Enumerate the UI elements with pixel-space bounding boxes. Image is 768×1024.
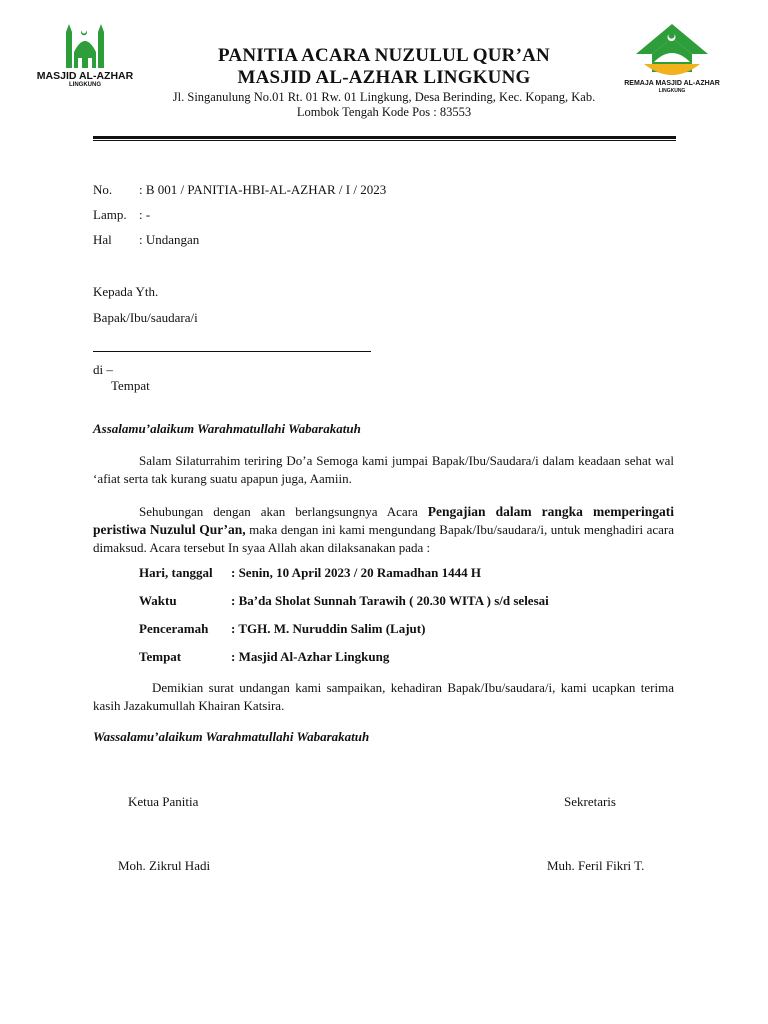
paragraph-invitation-rest: maka dengan ini kami mengundang Bapak/Ibu/saudara/i, untuk menghadiri acara dimaksud. Acara tersebut In syaa Allah akan dilaksanakan pada :: [93, 522, 674, 555]
recipient-line2: Bapak/Ibu/saudara/i: [93, 310, 198, 325]
detail-value-date: : Senin, 10 April 2023 / 20 Ramadhan 1444 H: [231, 565, 481, 580]
paragraph-opening: Salam Silaturrahim teriring Do’a Semoga kami jumpai Bapak/Ibu/Saudara/i dalam keadaan sehat wal ‘afiat serta tak kurang suatu apapun juga, Aamiin.: [93, 453, 674, 486]
header-title-line1: PANITIA ACARA NUZULUL QUR’AN: [218, 45, 550, 66]
logo-right-sub: LINGKUNG: [658, 88, 686, 94]
signature-left-title: Ketua Panitia: [128, 794, 199, 809]
paragraph-invitation: [93, 503, 674, 557]
recipient-line3: di –: [93, 362, 113, 377]
detail-value-speaker: : TGH. M. Nuruddin Salim (Lajut): [231, 621, 426, 636]
header-title-line2: MASJID AL-AZHAR LINGKUNG: [237, 67, 531, 88]
header-divider-thin: [93, 140, 676, 141]
header-address-line1: Jl. Singanulung No.01 Rt. 01 Rw. 01 Lingkung, Desa Berinding, Kec. Kopang, Kab.: [172, 90, 596, 104]
paragraph-invitation-intro: Sehubungan dengan akan berlangsungnya Acara: [139, 504, 428, 519]
closing-greeting: Wassalamu’alaikum Warahmatullahi Wabarakatuh: [93, 729, 370, 744]
meta-no-label: No.: [93, 182, 113, 197]
greeting: Assalamu’alaikum Warahmatullahi Wabarakatuh: [93, 421, 361, 436]
recipient-line1: Kepada Yth.: [93, 284, 159, 299]
paragraph-closing: Demikian surat undangan kami sampaikan, kehadiran Bapak/Ibu/saudara/i, kami ucapkan terima kasih Jazakumullah Khairan Katsira.: [93, 680, 674, 713]
detail-value-time: : Ba’da Sholat Sunnah Tarawih ( 20.30 WITA ) s/d selesai: [231, 593, 549, 608]
logo-right-name: REMAJA MASJID AL-AZHAR: [624, 80, 720, 87]
meta-lamp-label: Lamp.: [93, 207, 127, 222]
detail-label-speaker: Penceramah: [139, 621, 209, 636]
logo-left-name: MASJID AL-AZHAR: [36, 70, 134, 82]
meta-hal-value: : Undangan: [139, 232, 200, 247]
signature-right-name: Muh. Feril Fikri T.: [547, 858, 645, 873]
detail-value-place: : Masjid Al-Azhar Lingkung: [231, 649, 390, 664]
recipient-line4: Tempat: [111, 378, 150, 393]
meta-no-value: : B 001 / PANITIA-HBI-AL-AZHAR / I / 2023: [139, 182, 387, 197]
header-divider-thick: [93, 136, 676, 139]
logo-left-sub: LINGKUNG: [69, 82, 101, 88]
detail-label-place: Tempat: [139, 649, 182, 664]
event-name: Pengajian dalam rangka memperingati peristiwa Nuzulul Qur’an,: [93, 504, 674, 537]
signature-left-name: Moh. Zikrul Hadi: [118, 858, 211, 873]
signature-right-title: Sekretaris: [564, 794, 616, 809]
meta-hal-label: Hal: [93, 232, 112, 247]
meta-lamp-value: : -: [139, 207, 151, 222]
header-address-line2: Lombok Tengah Kode Pos : 83553: [296, 105, 472, 119]
recipient-name-line: [93, 351, 371, 352]
detail-label-time: Waktu: [139, 593, 177, 608]
detail-label-date: Hari, tanggal: [139, 565, 213, 580]
